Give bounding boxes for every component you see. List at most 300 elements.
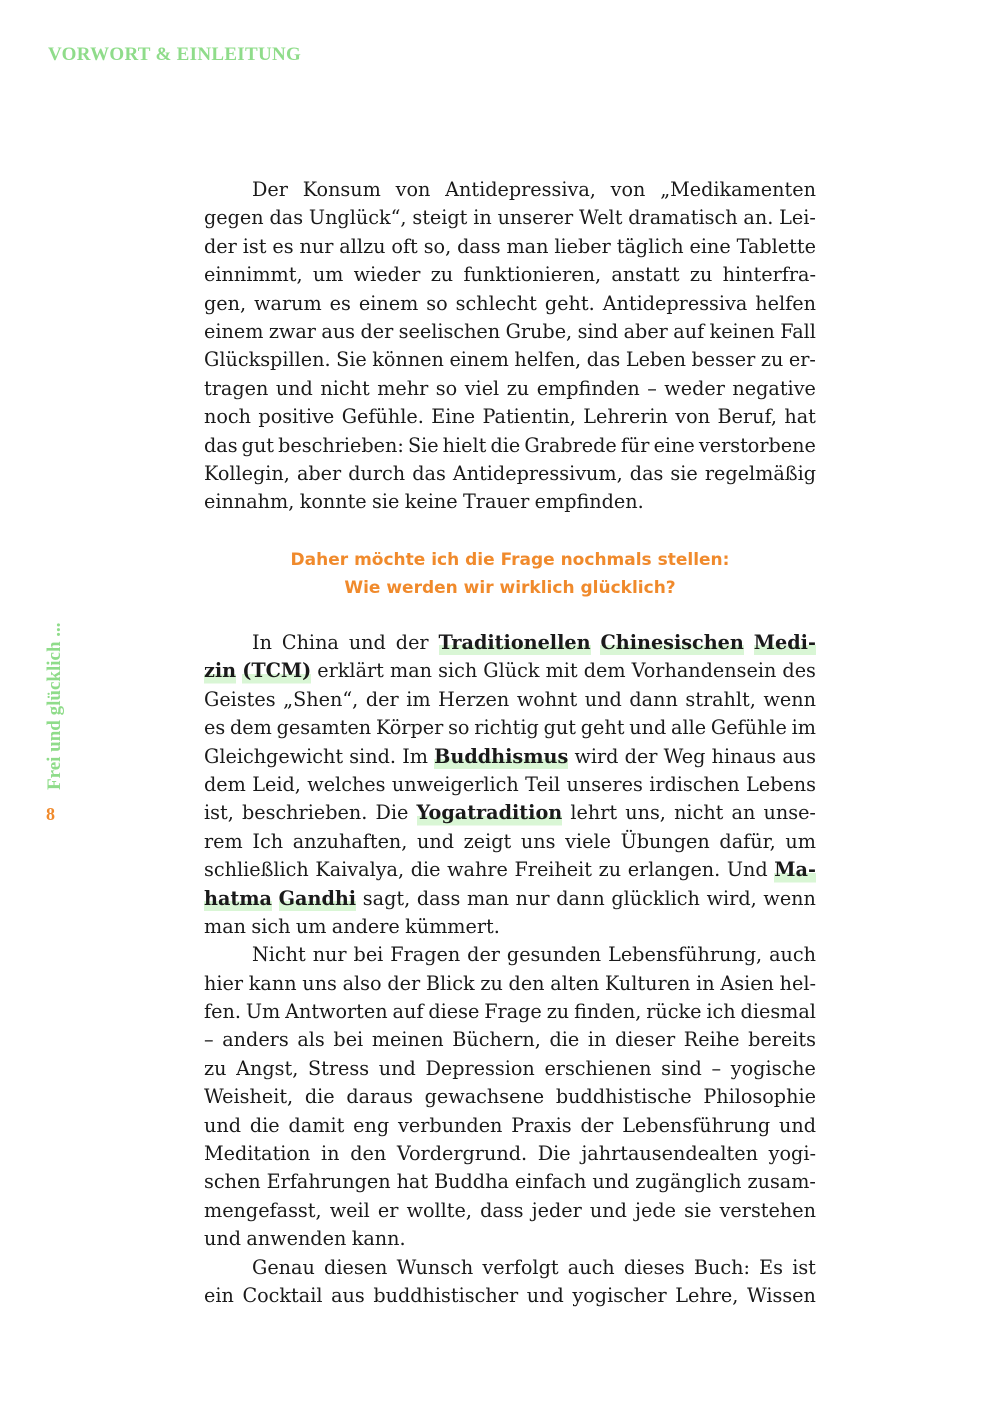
text-line (204, 460, 816, 488)
highlighted-term: Ma- (774, 856, 816, 884)
text-line (204, 1225, 816, 1253)
word: allzu (339, 234, 386, 258)
word: aber (296, 461, 342, 485)
word: kann (248, 971, 297, 995)
word: im (791, 716, 816, 740)
text-line (204, 176, 816, 204)
word: ein (204, 1283, 234, 1307)
word: hat (784, 405, 816, 429)
word: diese (428, 1000, 480, 1024)
text-line (204, 1254, 816, 1282)
word: wenn (763, 687, 816, 711)
word: er (377, 1198, 399, 1222)
word: einnimmt, (204, 263, 303, 287)
word: tragen (204, 376, 269, 400)
word: richtig (474, 716, 539, 740)
word: diesmal (740, 1000, 816, 1024)
word: Lebensführung, (608, 943, 763, 967)
text-line (204, 403, 816, 431)
word: um (295, 914, 327, 938)
word: dieser (615, 1028, 676, 1052)
word: das (412, 461, 446, 485)
word: – (647, 376, 657, 400)
pull-quote (204, 546, 816, 602)
word: oft (391, 234, 418, 258)
word: man (466, 886, 509, 910)
word: in (587, 1028, 607, 1052)
word: Sie (407, 433, 439, 457)
word: anzuhaften, (292, 829, 408, 853)
word: erlangen. (627, 858, 721, 882)
word: Angst, (236, 1056, 299, 1080)
word: hel- (779, 971, 816, 995)
word: eine (653, 433, 695, 457)
word: sie (670, 461, 698, 485)
word: des (782, 659, 816, 683)
word: erklärt (317, 659, 384, 683)
word: gesamten (276, 716, 372, 740)
word: und (348, 631, 386, 654)
word: Grabrede (524, 433, 617, 457)
word: Sie (336, 348, 367, 372)
word: Ich (252, 829, 284, 853)
word: mehr (377, 376, 429, 400)
word: Nicht (252, 943, 306, 967)
text-line (204, 913, 816, 941)
word: yogi- (768, 1142, 816, 1166)
word: schen (204, 1170, 261, 1194)
word: unseres (566, 772, 643, 796)
word: den (350, 1142, 387, 1166)
word: zu (760, 348, 784, 372)
word: die (549, 1028, 580, 1052)
word: kümmert. (405, 914, 500, 938)
text-line (204, 1083, 816, 1111)
word: Lebens (746, 772, 816, 796)
highlighted-term: zin (204, 657, 236, 685)
word: Vordergrund. (396, 1142, 528, 1166)
word: einem (449, 348, 509, 372)
text-line (204, 1112, 816, 1140)
word: man (204, 914, 246, 938)
word: Fall (780, 319, 816, 343)
word: dass (457, 234, 501, 258)
word: und (417, 829, 455, 853)
word: Lehre, (675, 1283, 739, 1307)
word: die (410, 858, 441, 882)
word: der (580, 1113, 614, 1137)
text-line (204, 771, 816, 799)
word: sich (438, 659, 478, 683)
word: verbunden (398, 1113, 503, 1137)
word: der (204, 234, 237, 258)
word: er- (788, 348, 816, 372)
word: gegen (204, 206, 264, 230)
word: das (204, 433, 238, 457)
word: uns (302, 971, 337, 995)
text-line (204, 1168, 816, 1196)
word: viel (464, 376, 500, 400)
word: positive (258, 405, 335, 429)
word: so, (423, 234, 452, 258)
word: sind. (349, 744, 396, 768)
word: nur (312, 943, 347, 967)
word: von (395, 178, 431, 201)
word: irdischen (649, 772, 740, 796)
word: dem (583, 659, 626, 683)
word: zu (480, 971, 503, 995)
word: einnahm, (204, 490, 295, 514)
word: von (610, 178, 646, 201)
word: ist, (204, 801, 234, 825)
word: Vorhandensein (631, 659, 777, 683)
word: In (252, 631, 272, 654)
text-line (204, 204, 816, 232)
word: der (365, 687, 399, 711)
word: meinen (371, 1028, 444, 1052)
word: anstatt (611, 263, 680, 287)
word: schlecht (455, 291, 537, 315)
text-line (204, 1197, 816, 1225)
word: fen. (204, 1000, 241, 1024)
word: Lebensführung (622, 1113, 771, 1137)
text-line (204, 432, 816, 460)
word: aber (623, 319, 668, 343)
word: Und (726, 858, 768, 882)
word: kann. (351, 1227, 406, 1251)
word: sind (661, 1056, 702, 1080)
highlighted-term: hatma (204, 885, 272, 913)
word: weil (329, 1198, 370, 1222)
word: das (586, 348, 621, 372)
word: wahre (447, 858, 508, 882)
word: jede (635, 1198, 676, 1222)
word: hier (204, 971, 244, 995)
word: ist (792, 1255, 816, 1279)
word: hinaus (711, 744, 777, 768)
word: Im (402, 744, 428, 768)
word: glücklich (611, 886, 700, 910)
word: Stress (308, 1056, 370, 1080)
text-line (204, 856, 816, 884)
word: Körper (375, 716, 444, 740)
word: Gefühle (710, 716, 787, 740)
word: es (329, 291, 351, 315)
word: wollte, (406, 1198, 472, 1222)
word: uns (520, 829, 556, 853)
word: gesunden (506, 943, 602, 967)
word: Glückspillen. (204, 348, 331, 372)
word: dem (229, 716, 272, 740)
highlighted-term: Traditionellen (439, 629, 591, 657)
text-line (204, 657, 816, 685)
word: einem (204, 319, 264, 343)
word: und (592, 1170, 630, 1194)
text-line (204, 686, 816, 714)
word: dem (204, 772, 246, 796)
text-line (204, 261, 816, 289)
word: viele (565, 829, 611, 853)
word: der (395, 631, 429, 654)
word: und (378, 1056, 416, 1080)
vertical-book-title: Frei und glücklich ... (44, 622, 65, 790)
word: Meditation (204, 1142, 311, 1166)
word: dieses (623, 1255, 685, 1279)
text-line (204, 743, 816, 771)
word: dramatisch (628, 206, 738, 230)
word: mengefasst, (204, 1198, 322, 1222)
word: und (526, 1283, 564, 1307)
word: dass (416, 886, 461, 910)
text-line (204, 346, 816, 374)
word: jahrtausendealten (581, 1142, 758, 1166)
word: geht. (544, 291, 595, 315)
word: wieder (353, 263, 421, 287)
word: aus (321, 319, 356, 343)
paragraph-antidepressants (204, 176, 816, 517)
word: Genau (252, 1255, 315, 1279)
word: wird (574, 744, 619, 768)
word: Lehrerin (583, 405, 668, 429)
word: zu (598, 858, 622, 882)
word: Gleichgewicht (204, 744, 344, 768)
word: Grube, (505, 319, 573, 343)
word: um (312, 263, 344, 287)
word: Die (375, 801, 409, 825)
word: beschrieben: (278, 433, 404, 457)
text-line (204, 941, 816, 969)
text-line (204, 290, 816, 318)
word: so (426, 291, 448, 315)
word: anwenden (246, 1227, 347, 1251)
word: Kulturen (605, 971, 691, 995)
word: gewachsene (424, 1085, 545, 1109)
word: Antidepressiva (602, 291, 748, 315)
word: verstorbene (698, 433, 816, 457)
pull-quote-line-1: Daher möchte ich die Frage nochmals stellen: (290, 550, 730, 570)
word: Herzen (438, 687, 510, 711)
word: es (272, 234, 294, 258)
word: noch (204, 405, 252, 429)
word: einfach (514, 1170, 587, 1194)
word: Blick (425, 971, 475, 995)
word: Büchern, (452, 1028, 541, 1052)
word: rem (204, 829, 243, 853)
word: Asien (720, 971, 774, 995)
word: Die (537, 1142, 571, 1166)
word: Antidepressiva, (445, 178, 596, 201)
highlighted-term: Yogatradition (417, 799, 563, 827)
word: sie (684, 1198, 712, 1222)
word: gen, (204, 291, 247, 315)
word: jeder (531, 1198, 582, 1222)
word: sagt, (362, 886, 411, 910)
word: bereits (748, 1028, 816, 1052)
word: Praxis (511, 1113, 572, 1137)
word: so (448, 716, 470, 740)
word: Erfahrungen (266, 1170, 391, 1194)
word: Freiheit (514, 858, 593, 882)
text-line (204, 233, 816, 261)
word: anders (222, 1028, 289, 1052)
word: unweigerlich (391, 772, 519, 796)
word: „Medikamenten (660, 178, 816, 201)
word: buddhistischer (373, 1283, 519, 1307)
word: bei (353, 943, 384, 967)
word: Es (759, 1255, 783, 1279)
highlighted-term: Buddhismus (434, 743, 568, 771)
word: – (204, 1028, 214, 1052)
page-number: 8 (46, 804, 55, 824)
word: empfinden. (534, 490, 644, 514)
word: der (360, 319, 394, 343)
word: yogische (730, 1056, 816, 1080)
text-line (204, 488, 816, 516)
word: einem (358, 291, 419, 315)
word: als (297, 1028, 325, 1052)
word: negative (732, 376, 816, 400)
word: zu (430, 263, 454, 287)
word: in (696, 971, 715, 995)
word: Cocktail (242, 1283, 323, 1307)
word: lieber (554, 234, 611, 258)
word: sie (372, 490, 400, 514)
word: steigt (412, 206, 468, 230)
word: unserer (497, 206, 574, 230)
word: – (711, 1056, 722, 1080)
word: Reihe (683, 1028, 740, 1052)
word: die (490, 433, 521, 457)
word: erschienen (544, 1056, 652, 1080)
word: Trauer (462, 490, 530, 514)
word: yogischer (572, 1283, 667, 1307)
word: zugänglich (635, 1170, 742, 1194)
text-line (204, 629, 816, 657)
word: auf (392, 1000, 424, 1024)
word: helfen, (514, 348, 582, 372)
word: Konsum (302, 178, 381, 201)
text-line (204, 1282, 816, 1310)
word: der (624, 744, 658, 768)
paragraph-happiness-traditions (204, 629, 816, 1310)
word: mit (545, 659, 578, 683)
word: Weg (663, 744, 706, 768)
word: finden, (574, 1000, 642, 1024)
text-line (204, 998, 816, 1026)
word: aus (331, 1283, 365, 1307)
word: die (304, 1085, 335, 1109)
text-line (204, 1055, 816, 1083)
word: uns, (625, 801, 666, 825)
word: auch (769, 943, 816, 967)
word: Beruf, (717, 405, 777, 429)
word: Kollegin, (204, 461, 290, 485)
word: Eine (431, 405, 476, 429)
word: hinterfra- (722, 263, 816, 287)
word: man (390, 659, 432, 683)
word: und (629, 716, 667, 740)
word: zeigt (463, 829, 512, 853)
word: Leid, (252, 772, 301, 796)
word: und (589, 1198, 627, 1222)
word: auf (673, 319, 705, 343)
word: seelischen (398, 319, 501, 343)
word: zu (689, 263, 713, 287)
word: beschrieben. (241, 801, 368, 825)
text-line (204, 375, 816, 403)
word: daraus (346, 1085, 413, 1109)
word: funktionieren, (463, 263, 602, 287)
word: bei (333, 1028, 364, 1052)
word: um (785, 829, 816, 853)
word: Wunsch (396, 1255, 474, 1279)
word: Gefühle. (341, 405, 424, 429)
word: die (249, 1113, 280, 1137)
text-line (204, 970, 816, 998)
word: der (387, 971, 421, 995)
word: helfen (755, 291, 816, 315)
word: Antidepressivum, (452, 461, 623, 485)
word: dann (556, 886, 605, 910)
word: hat (396, 1170, 429, 1194)
word: zwar (268, 319, 316, 343)
word: gut (241, 433, 275, 457)
text-line (204, 799, 816, 827)
text-line (204, 1026, 816, 1054)
word: also (342, 971, 382, 995)
word: auch (567, 1255, 615, 1279)
word: strahlt, (685, 687, 756, 711)
word: unse- (763, 801, 816, 825)
word: konnte (299, 490, 367, 514)
word: der (467, 943, 500, 967)
word: eine (689, 234, 731, 258)
word: und (204, 1113, 241, 1137)
word: empfinden (536, 376, 640, 400)
word: Antworten (285, 1000, 388, 1024)
word: Unglück“, (308, 206, 407, 230)
word: wenn (763, 886, 816, 910)
word: durch (348, 461, 406, 485)
highlighted-term: Gandhi (279, 885, 356, 913)
word: Philosophie (703, 1085, 816, 1109)
text-line (204, 885, 816, 913)
word: hielt (442, 433, 487, 457)
word: dafür, (719, 829, 776, 853)
word: Weisheit, (204, 1085, 294, 1109)
word: nicht (320, 376, 370, 400)
word: buddhistische (555, 1085, 692, 1109)
word: Geistes (204, 687, 276, 711)
word: Depression (425, 1056, 535, 1080)
word: keinen (709, 319, 775, 343)
word: das (629, 461, 664, 485)
word: Kaivalya, (315, 858, 405, 882)
word: besser (691, 348, 756, 372)
word: warum (254, 291, 322, 315)
word: eng (353, 1113, 390, 1137)
word: Leben (625, 348, 686, 372)
word: und (204, 1227, 241, 1251)
word: Glück (483, 659, 540, 683)
pull-quote-line-2: Wie werden wir wirklich glücklich? (344, 578, 676, 598)
word: Teil (525, 772, 561, 796)
text-line (204, 318, 816, 346)
word: wird, (706, 886, 757, 910)
word: und (584, 687, 622, 711)
word: zu (204, 1056, 227, 1080)
word: können (372, 348, 444, 372)
